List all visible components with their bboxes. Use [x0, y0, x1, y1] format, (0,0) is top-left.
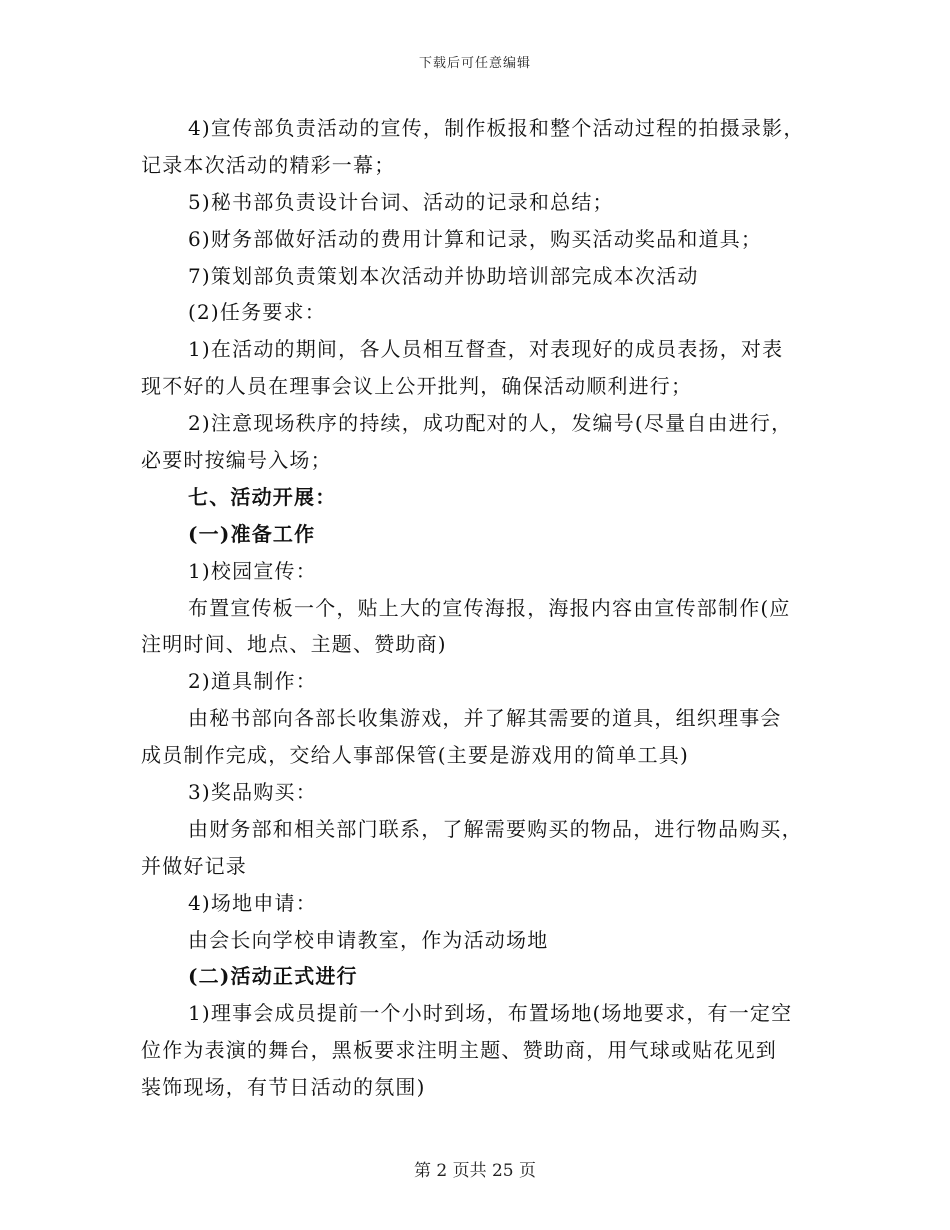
text-line: 布置宣传板一个，贴上大的宣传海报，海报内容由宣传部制作(应 [188, 595, 791, 620]
text-line: 5)秘书部负责设计台词、活动的记录和总结； [188, 189, 614, 214]
text-line: 3)奖品购买： [188, 780, 317, 805]
text-line: 2)道具制作： [188, 669, 317, 694]
text-line: 由秘书部向各部长收集游戏，并了解其需要的道具，组织理事会 [188, 706, 782, 731]
text-line: 2)注意现场秩序的持续，成功配对的人，发编号(尽量自由进行， [188, 411, 793, 436]
text-line: 成员制作完成，交给人事部保管(主要是游戏用的简单工具) [141, 743, 690, 768]
page-footer: 第 2 页共 25 页 [413, 1161, 537, 1181]
text-line: 并做好记录 [141, 853, 247, 878]
text-line: 1)理事会成员提前一个小时到场，布置场地(场地要求，有一定空 [188, 1001, 793, 1026]
text-line: 6)财务部做好活动的费用计算和记录，购买活动奖品和道具； [188, 226, 763, 251]
section-heading: (一)准备工作 [188, 521, 316, 546]
text-line: 1)在活动的期间，各人员相互督查，对表现好的成员表扬，对表 [188, 337, 784, 362]
section-heading: (二)活动正式进行 [188, 964, 358, 989]
text-line: 7)策划部负责策划本次活动并协助培训部完成本次活动 [188, 263, 699, 288]
text-line: (2)任务要求： [188, 300, 326, 325]
text-line: 由财务部和相关部门联系，了解需要购买的物品，进行物品购买， [188, 816, 803, 841]
text-line: 4)场地申请： [188, 890, 317, 915]
text-line: 装饰现场，有节日活动的氛围) [141, 1075, 426, 1100]
text-line: 现不好的人员在理事会议上公开批判，确保活动顺利进行； [141, 374, 693, 399]
text-line: 位作为表演的舞台，黑板要求注明主题、赞助商，用气球或贴花见到 [141, 1038, 777, 1063]
text-line: 记录本次活动的精彩一幕； [141, 152, 396, 177]
text-line: 1)校园宣传： [188, 558, 317, 583]
page-header: 下载后可任意编辑 [418, 56, 531, 71]
text-line: 必要时按编号入场； [141, 448, 332, 473]
section-heading: 七、活动开展： [188, 484, 337, 509]
text-line: 4)宣传部负责活动的宣传，制作板报和整个活动过程的拍摄录影， [188, 116, 805, 140]
text-line: 注明时间、地点、主题、赞助商) [141, 632, 447, 657]
text-line: 由会长向学校申请教室，作为活动场地 [188, 927, 549, 952]
document-body [141, 110, 809, 1106]
